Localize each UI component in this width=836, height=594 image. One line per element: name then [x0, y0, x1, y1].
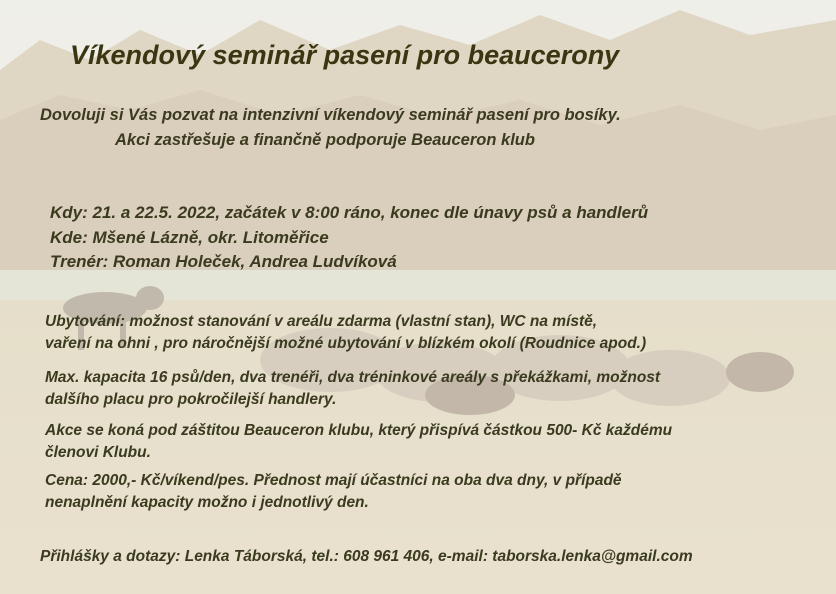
- intro-line-1: Dovoluji si Vás pozvat na intenzivní víkendový seminář pasení pro bosíky.: [40, 106, 621, 124]
- intro-line-2: Akci zastřešuje a finančně podporuje Beauceron klub: [115, 131, 535, 149]
- patronage-line-1: Akce se koná pod záštitou Beauceron klubu, který přispívá částkou 500- Kč každému: [45, 422, 673, 439]
- price-line-2: nenaplnění kapacity možno i jednotlivý den.: [45, 494, 369, 511]
- capacity-line-2: dalšího placu pro pokročilejší handlery.: [45, 391, 337, 408]
- detail-when: Kdy: 21. a 22.5. 2022, začátek v 8:00 ráno, konec dle únavy psů a handlerů: [50, 203, 649, 222]
- accommodation-line-1: Ubytování: možnost stanování v areálu zdarma (vlastní stan), WC na místě,: [45, 313, 598, 330]
- price-line-1: Cena: 2000,- Kč/víkend/pes. Přednost mají účastníci na oba dva dny, v případě: [45, 472, 622, 489]
- capacity-line-1: Max. kapacita 16 psů/den, dva trenéři, dva tréninkové areály s překážkami, možnost: [45, 369, 661, 386]
- detail-where: Kde: Mšené Lázně, okr. Litoměřice: [50, 228, 329, 247]
- accommodation-line-2: vaření na ohni , pro náročnější možné ubytování v blízkém okolí (Roudnice apod.): [45, 335, 647, 352]
- patronage-line-2: členovi Klubu.: [45, 444, 151, 461]
- page-title: Víkendový seminář pasení pro beaucerony: [70, 40, 620, 70]
- detail-trainer: Trenér: Roman Holeček, Andrea Ludvíková: [50, 252, 397, 271]
- contact-line: Přihlášky a dotazy: Lenka Táborská, tel.: 608 961 406, e-mail: taborska.lenka@gmail.com: [40, 548, 693, 565]
